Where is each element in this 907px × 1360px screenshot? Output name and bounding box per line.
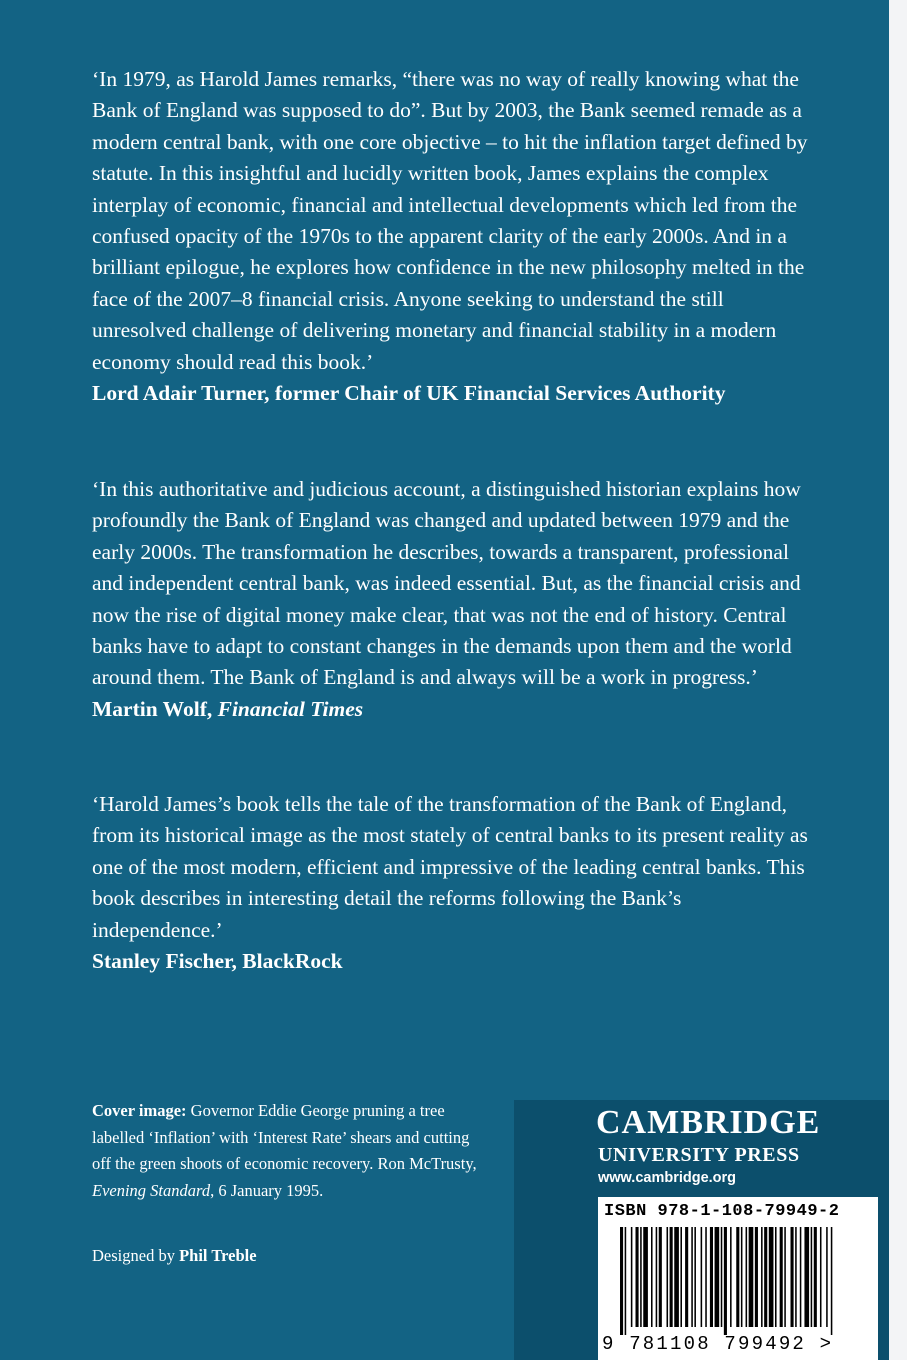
barcode-bar — [685, 1227, 688, 1327]
barcode-bar — [640, 1227, 642, 1327]
quote-attribution — [92, 697, 363, 721]
barcode-bar — [670, 1227, 673, 1327]
attribution-name: Martin Wolf, — [92, 696, 218, 721]
barcode-bar — [800, 1227, 802, 1327]
barcode-bar — [795, 1227, 797, 1327]
barcode-bar — [710, 1227, 713, 1327]
quote-text: ‘Harold James’s book tells the tale of the transformation of the Bank of England, from its historical image as the most stately of central banks to its present reality as one of the most modern, efficient and impressive of the leading central banks. This book describes in interesting detail the reforms following the Bank’s independence.’ — [92, 792, 808, 942]
barcode-bar — [625, 1227, 627, 1335]
barcode-bar — [780, 1227, 783, 1327]
barcode-bar — [755, 1227, 758, 1327]
attribution-publication: Financial Times — [217, 696, 364, 721]
barcode-bar — [749, 1227, 754, 1327]
barcode-bar — [620, 1227, 623, 1335]
barcode-bar — [651, 1227, 653, 1327]
cover-image-credit — [92, 1098, 492, 1204]
barcode-bar — [804, 1227, 809, 1327]
credit-label: Cover image: — [92, 1101, 187, 1120]
barcode-bar — [741, 1227, 743, 1327]
designer-name: Phil Treble — [179, 1246, 257, 1265]
barcode-bar — [721, 1227, 723, 1327]
barcode-bar — [691, 1227, 693, 1327]
endorsement-quote-turner — [92, 64, 812, 409]
barcode-bar — [715, 1227, 720, 1327]
credit-text: Governor Eddie George pruning a tree labelled ‘Inflation’ with ‘Interest Rate’ shears and cutting off the green shoots of economic recovery. Ron McTrusty, — [92, 1101, 477, 1173]
publisher-logo-name: CAMBRIDGE — [596, 1104, 821, 1141]
barcode-bar — [631, 1227, 633, 1327]
isbn-barcode — [598, 1197, 878, 1360]
quote-attribution: Lord Adair Turner, former Chair of UK Financial Services Authority — [92, 381, 726, 406]
barcode-bar — [643, 1227, 648, 1327]
publisher-url: www.cambridge.org — [598, 1170, 737, 1186]
isbn-label: ISBN 978-1-108-79949-2 — [604, 1202, 840, 1221]
barcode-bar — [667, 1227, 669, 1327]
endorsement-quote-wolf — [92, 474, 812, 725]
barcode-bar — [705, 1227, 707, 1327]
barcode-bar — [694, 1227, 696, 1327]
barcode-bar — [746, 1227, 748, 1327]
barcode-bar — [791, 1227, 794, 1327]
barcode-bar — [831, 1227, 833, 1335]
publisher-panel — [514, 1100, 889, 1360]
quote-text: ‘In this authoritative and judicious account, a distinguished historian explains how profoundly the Bank of England was changed and updated between 1979 and the early 2000s. The transformation he describes, towards a transparent, professional and independent central bank, was indeed essential. But, as the financial crisis and now the rise of digital money make clear, that was not the end of history. Central banks have to adapt to constant changes in the demands upon them and the world around them. The Bank of England is and always will be a work in progress.’ — [92, 477, 801, 690]
barcode-bar — [814, 1227, 817, 1327]
barcode-bar — [674, 1227, 679, 1327]
designer-credit — [92, 1246, 257, 1266]
barcode-bar — [636, 1227, 639, 1327]
designer-prefix: Designed by — [92, 1246, 180, 1265]
barcode-bar — [784, 1227, 786, 1327]
publisher-logo-subtitle: UNIVERSITY PRESS — [598, 1144, 800, 1166]
barcode-bar — [730, 1227, 732, 1327]
barcode-bar — [820, 1227, 822, 1327]
barcode-bar — [811, 1227, 813, 1327]
credit-source: Evening Standard — [92, 1180, 211, 1200]
endorsement-quote-fischer — [92, 789, 812, 977]
barcode-bar — [775, 1227, 777, 1327]
barcode-bar — [736, 1227, 739, 1327]
barcode-bar — [701, 1227, 703, 1327]
barcode-bar — [769, 1227, 774, 1327]
barcode-bar — [656, 1227, 658, 1327]
barcode-bars — [598, 1227, 878, 1335]
quote-attribution: Stanley Fischer, BlackRock — [92, 949, 343, 974]
barcode-bar — [761, 1227, 763, 1327]
barcode-bar — [724, 1227, 727, 1335]
barcode-bar — [680, 1227, 682, 1327]
barcode-digits: 9 781108 799492 > — [602, 1333, 834, 1355]
barcode-bar — [764, 1227, 767, 1327]
barcode-bar — [659, 1227, 662, 1327]
quote-text: ‘In 1979, as Harold James remarks, “there was no way of really knowing what the Bank of England was supposed to do”. But by 2003, the Bank seemed remade as a modern central bank, with one core objective – to hit the inflation target defined by statute. In this insightful and lucidly written book, James explains the complex interplay of economic, financial and intellectual developments which led from the confused opacity of the 1970s to the apparent clarity of the early 2000s. And in a brilliant epilogue, he explores how confidence in the new philosophy melted in the face of the 2007–8 financial crisis. Anyone seeking to understand the still unresolved challenge of delivering monetary and financial stability in a modern economy should read this book.’ — [92, 67, 808, 374]
credit-date: , 6 January 1995. — [210, 1180, 324, 1200]
barcode-bar — [826, 1227, 828, 1327]
